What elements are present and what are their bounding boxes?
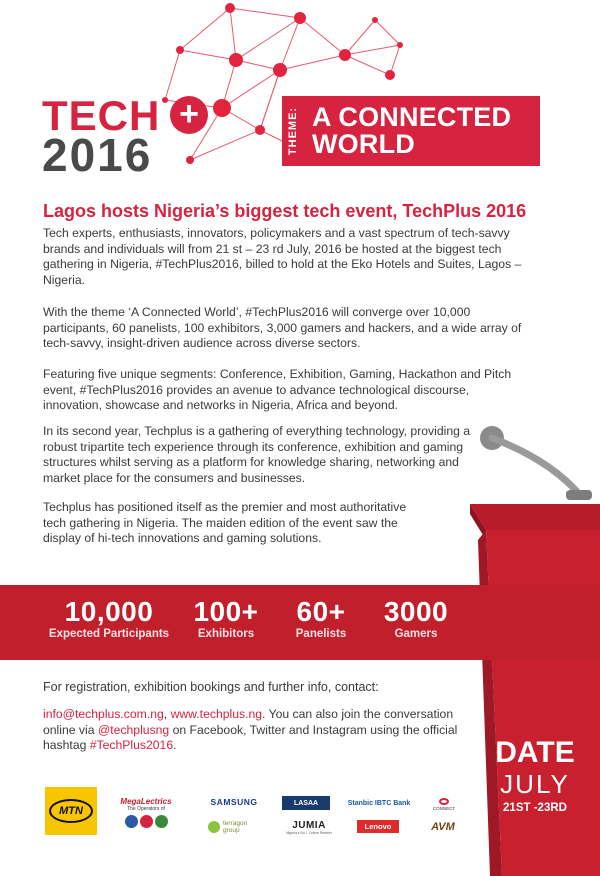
sponsor-logo-megalectrics [118,788,174,836]
contact-intro: For registration, exhibition bookings and further info, contact: [43,680,379,694]
sponsor-logo-mtn [45,787,97,835]
stat-value: 60+ [296,596,346,627]
sponsor-logo-jumia [285,818,333,836]
sponsor-logo-avm: AVM [431,821,455,833]
sponsor-logo-lasaa: LASAA [282,796,330,810]
stat-value: 10,000 [64,596,154,627]
terragon-logo-text: terragon group [223,820,248,834]
date-month: JULY [500,769,570,799]
contact-end: . [173,738,177,753]
stat-participants [44,597,174,641]
contact-separator: , [163,707,171,721]
theme-tag-label: THEME: [287,106,300,156]
website-link[interactable]: www.techplus.ng [170,707,263,721]
email-link[interactable]: info@techplus.com.ng [43,707,164,721]
hashtag-link[interactable]: #TechPlus2016 [89,738,174,753]
stat-label: Panelists [295,628,347,640]
theme-title: A CONNECTED WORLD [312,102,512,159]
contact-details [43,707,463,754]
social-handle-link[interactable]: @techplusng [97,722,170,737]
sponsor-logo-stanbic: Stanbic IBTC Bank [347,799,411,807]
connect-mark-icon [439,798,449,805]
mtn-logo-text: MTN [49,799,93,823]
contact-text: . You can also join the conversation online via [43,707,454,737]
stat-label: Exhibitors [197,628,255,640]
stat-label: Gamers [394,628,438,640]
sponsor-logo-connect [426,794,462,814]
sponsor-logo-lenovo: Lenovo [357,820,399,833]
stat-value: 3000 [383,596,449,627]
terragon-mark-icon [208,821,220,833]
theme-tag [283,96,303,166]
sponsor-logo-samsung: SAMSUNG [210,797,258,807]
stat-gamers [370,597,462,641]
jumia-logo-text: JUMIA [292,819,326,831]
stat-exhibitors [186,597,266,641]
connect-logo-text: CONNECT [432,805,456,811]
megalectrics-logo-text: MegaLectrics [120,796,172,806]
logo-plus-badge: + [170,96,208,134]
stat-panelists [282,597,360,641]
date-range: 21ST -23RD [503,802,567,814]
megalectrics-subtitle: The Operators of [127,805,165,812]
paragraph-second-year: In its second year, Techplus is a gathering of everything technology, providing a robust tripartite tech experience through its conference, exhibition and gaming structures whilst serving as a platform for knowledge sharing, networking and market place for the consumers and businesses. [43,424,471,486]
logo-year-text: 2016 [42,129,153,181]
paragraph-segments: Featuring five unique segments: Conference, Exhibition, Gaming, Hackathon and Pitch event, #TechPlus2016 provides an avenue to advance technological discourse, innovation, showcase and networks in Nigeria, Africa and beyond. [43,367,512,413]
stat-value: 100+ [193,596,259,627]
paragraph-positioning: Techplus has positioned itself as the premier and most authoritative tech gathering in Nigeria. The maiden edition of the event saw the display of hi-tech innovations and gaming solutions. [43,500,407,546]
logo-tech-text: TECH [42,92,161,139]
contact-text: on Facebook, Twitter and Instagram using the official hashtag [43,722,458,753]
megalectrics-brand-icons [125,815,168,828]
paragraph-theme: With the theme ‘A Connected World’, #TechPlus2016 will converge over 10,000 participants, 60 panelists, 100 exhibitors, 3,000 gamers and hackers, and a wide array of tech-savvy, insight-driven audience across diverse sectors. [43,305,522,351]
paragraph-intro: Tech experts, enthusiasts, innovators, policymakers and a vast spectrum of tech-savvy brands and individuals will from 21 st – 23 rd July, 2016 be hosted at the biggest tech gathering in Nigeria, #TechPlus2016, billed to hold at the Eko Hotels and Suites, Lagos – Nigeria. [43,226,522,288]
headline: Lagos hosts Nigeria’s biggest tech event, TechPlus 2016 [43,201,527,221]
jumia-tagline: Nigeria's No.1 Online Retailer [286,830,332,835]
sponsor-logo-terragon [208,818,262,836]
date-title: DATE [495,736,575,769]
stat-label: Expected Participants [48,628,170,640]
